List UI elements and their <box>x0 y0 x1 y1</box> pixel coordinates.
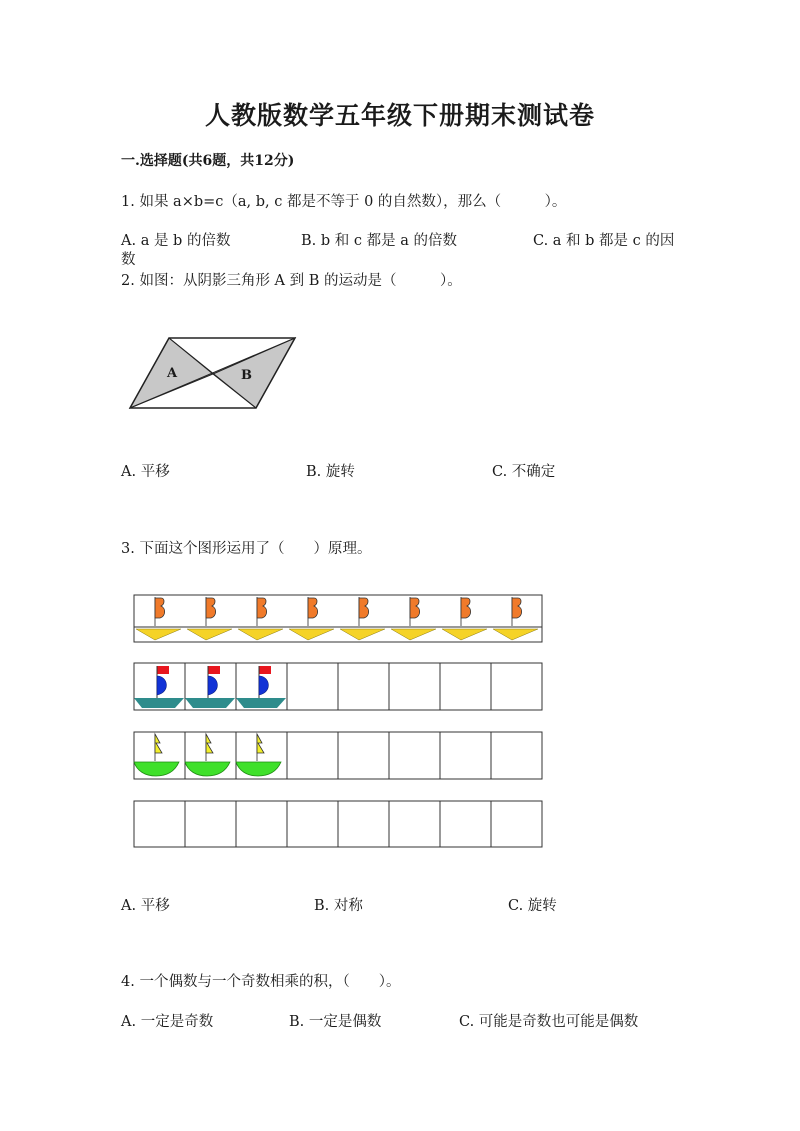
question-4-text: 4. 一个偶数与一个奇数相乘的积，（ ）。 <box>121 974 401 990</box>
question-1-option-b[interactable]: B. b 和 c 都是 a 的倍数 <box>301 233 457 249</box>
triangle-a-label: A <box>167 366 178 381</box>
question-4-option-c[interactable]: C. 可能是奇数也可能是偶数 <box>459 1014 639 1030</box>
triangle-b-label: B <box>241 368 252 383</box>
question-1-text: 1. 如果 a×b=c（a, b, c 都是不等于 0 的自然数），那么（ ）。 <box>121 194 567 210</box>
question-3-option-b[interactable]: B. 对称 <box>314 898 363 914</box>
question-1-option-c-wrap: 数 <box>121 252 136 268</box>
question-3-text: 3. 下面这个图形运用了（ ）原理。 <box>121 541 372 557</box>
parallelogram-figure <box>126 334 302 412</box>
translation-grid-figure <box>133 594 543 848</box>
question-3-option-a[interactable]: A. 平移 <box>121 898 170 914</box>
question-3-option-c[interactable]: C. 旋转 <box>508 898 557 914</box>
question-1-option-a[interactable]: A. a 是 b 的倍数 <box>121 233 231 249</box>
question-2-option-a[interactable]: A. 平移 <box>121 464 170 480</box>
question-2-text: 2. 如图：从阴影三角形 A 到 B 的运动是（ ）。 <box>121 273 462 289</box>
section-heading: 一.选择题(共6题，共12分) <box>121 153 295 169</box>
page-title: 人教版数学五年级下册期末测试卷 <box>204 101 595 130</box>
question-1-option-c[interactable]: C. a 和 b 都是 c 的因 <box>533 233 675 249</box>
question-2-option-c[interactable]: C. 不确定 <box>492 464 556 480</box>
question-4-option-b[interactable]: B. 一定是偶数 <box>289 1014 382 1030</box>
question-2-option-b[interactable]: B. 旋转 <box>306 464 355 480</box>
question-4-option-a[interactable]: A. 一定是奇数 <box>121 1014 214 1030</box>
